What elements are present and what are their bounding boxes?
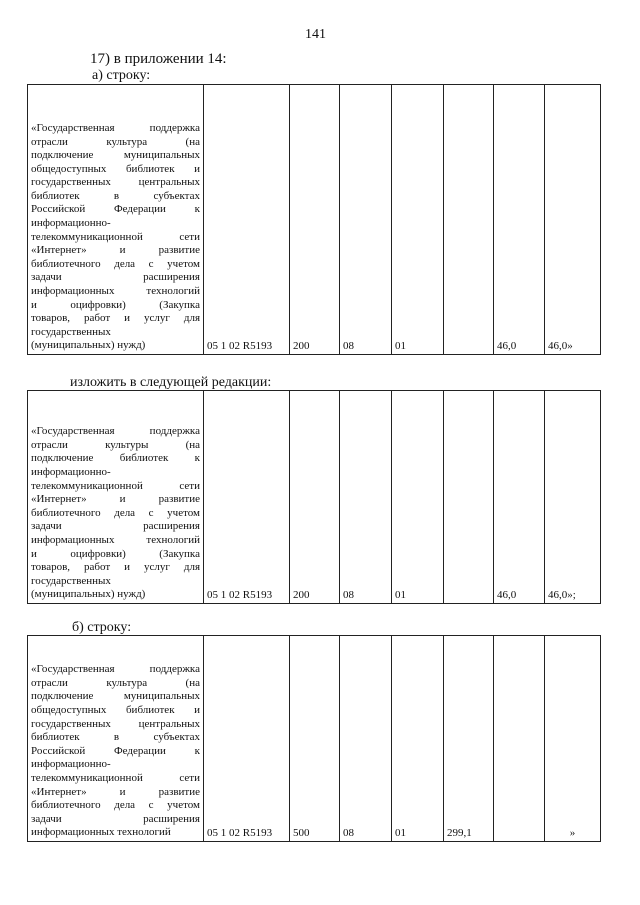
description-cell [28, 636, 204, 842]
description-line: отрасли культура (на [31, 676, 200, 689]
description-line: «Государственная поддержка [31, 425, 200, 438]
description-cell [28, 391, 204, 604]
section-b-table [27, 635, 601, 842]
target-code-cell: 05 1 02 R5193 [204, 636, 290, 842]
description-line: информационных технологий [31, 826, 171, 839]
description-line: товаров, работ и услуг для [31, 561, 200, 574]
description-line: информационно- [31, 217, 111, 230]
table-row [28, 636, 601, 842]
description-line: подключение муниципальных [31, 690, 200, 703]
subsection-cell: 01 [392, 636, 444, 842]
description-line: подключение библиотек к [31, 452, 200, 465]
description-line: задачи расширения [31, 520, 200, 533]
description-line: информационно- [31, 758, 111, 771]
description-line: государственных [31, 574, 111, 587]
section-b-label: б) строку: [72, 620, 132, 635]
subsection-cell: 01 [392, 391, 444, 604]
amount-cell-3: 46,0»; [545, 391, 601, 604]
section-a-table [27, 84, 601, 355]
description-line: информационно- [31, 466, 111, 479]
amount-cell-1 [444, 391, 494, 604]
amount-cell-1 [444, 85, 494, 355]
description-line: Российской Федерации к [31, 744, 200, 757]
description-line: общедоступных библиотек и [31, 704, 200, 717]
expense-type-cell: 500 [290, 636, 340, 842]
new-wording-label: изложить в следующей редакции: [70, 375, 272, 390]
amount-cell-3: 46,0» [545, 85, 601, 355]
description-line: телекоммуникационной сети [31, 230, 200, 243]
description-line: и оцифровки) (Закупка [31, 547, 200, 560]
description-line: товаров, работ и услуг для [31, 312, 200, 325]
description-line: библиотек в субъектах [31, 189, 200, 202]
description-line: телекоммуникационной сети [31, 479, 200, 492]
description-line: библиотечного дела с учетом [31, 799, 200, 812]
description-line: информационных технологий [31, 285, 200, 298]
description-line: государственных центральных [31, 176, 200, 189]
amount-cell-2 [494, 636, 545, 842]
description-line: Российской Федерации к [31, 203, 200, 216]
amendment-heading: 17) в приложении 14: [90, 51, 227, 67]
description-line: государственных центральных [31, 717, 200, 730]
target-code-cell: 05 1 02 R5193 [204, 391, 290, 604]
new-wording-table [27, 390, 601, 604]
description-line: библиотечного дела с учетом [31, 506, 200, 519]
section-cell: 08 [340, 391, 392, 604]
section-cell: 08 [340, 85, 392, 355]
target-code-cell: 05 1 02 R5193 [204, 85, 290, 355]
amount-cell-1: 299,1 [444, 636, 494, 842]
expense-type-cell: 200 [290, 85, 340, 355]
description-line: отрасли культура (на [31, 135, 200, 148]
description-line: отрасли культуры (на [31, 438, 200, 451]
description-line: «Государственная поддержка [31, 663, 200, 676]
description-line: и оцифровки) (Закупка [31, 298, 200, 311]
description-line: «Интернет» и развитие [31, 493, 200, 506]
description-line: задачи расширения [31, 271, 200, 284]
table-row [28, 85, 601, 355]
description-line: задачи расширения [31, 812, 200, 825]
description-line: подключение муниципальных [31, 149, 200, 162]
amount-cell-2: 46,0 [494, 391, 545, 604]
description-line: «Интернет» и развитие [31, 244, 200, 257]
section-cell: 08 [340, 636, 392, 842]
page-number: 141 [305, 27, 326, 42]
description-line: «Государственная поддержка [31, 121, 200, 134]
table-row [28, 391, 601, 604]
description-line: (муниципальных) нужд) [31, 339, 146, 352]
description-line: информационных технологий [31, 534, 200, 547]
description-cell [28, 85, 204, 355]
description-line: (муниципальных) нужд) [31, 588, 146, 601]
description-line: государственных [31, 325, 111, 338]
description-line: телекоммуникационной сети [31, 772, 200, 785]
expense-type-cell: 200 [290, 391, 340, 604]
amount-cell-3: » [545, 636, 601, 842]
description-line: библиотек в субъектах [31, 731, 200, 744]
section-a-label: а) строку: [92, 68, 151, 83]
description-line: «Интернет» и развитие [31, 785, 200, 798]
subsection-cell: 01 [392, 85, 444, 355]
description-line: библиотечного дела с учетом [31, 257, 200, 270]
description-line: общедоступных библиотек и [31, 162, 200, 175]
amount-cell-2: 46,0 [494, 85, 545, 355]
